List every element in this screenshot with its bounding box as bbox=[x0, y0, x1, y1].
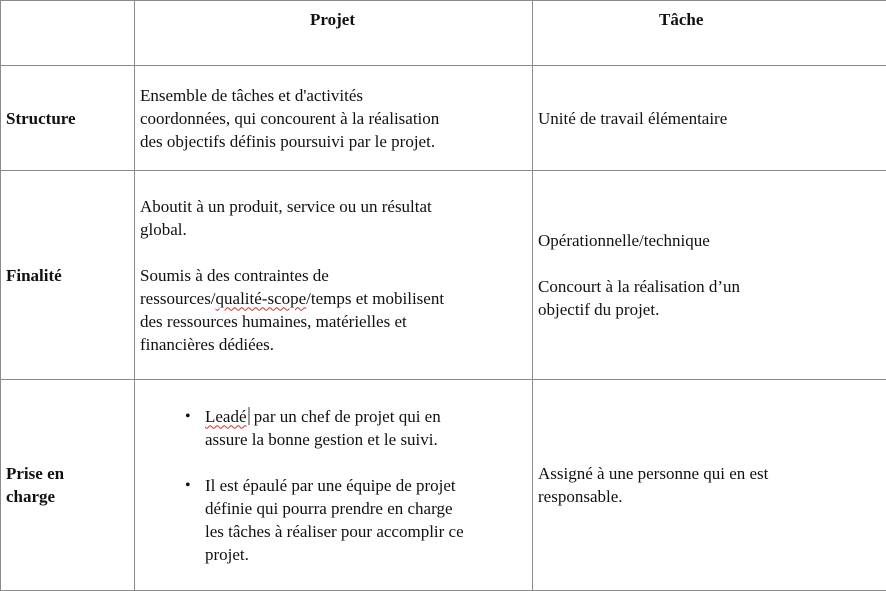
spellcheck-flagged-word[interactable]: Leadé bbox=[205, 407, 247, 426]
structure-projet-line: coordonnées, qui concourent à la réalisation bbox=[140, 107, 532, 130]
prise-tache-line: Assigné à une personne qui en est bbox=[538, 462, 886, 485]
finalite-projet-line: Aboutit à un produit, service ou un résultat bbox=[140, 195, 532, 218]
finalite-tache-line: objectif du projet. bbox=[538, 298, 886, 321]
text-fragment: ressources/ bbox=[140, 289, 216, 308]
finalite-projet-line: Soumis à des contraintes de bbox=[140, 264, 532, 287]
text-fragment: /temps et mobilisent bbox=[306, 289, 444, 308]
row-label-line: charge bbox=[6, 485, 134, 508]
prise-tache-cell bbox=[533, 380, 886, 591]
row-prise-en-charge bbox=[1, 380, 886, 591]
header-empty-cell bbox=[1, 1, 135, 66]
paragraph-gap bbox=[538, 252, 886, 275]
finalite-projet-line: financières dédiées. bbox=[140, 333, 532, 356]
structure-projet-cell bbox=[135, 66, 533, 171]
row-label-finalite: Finalité bbox=[1, 171, 135, 380]
finalite-tache-line: Opérationnelle/technique bbox=[538, 229, 886, 252]
row-label-structure: Structure bbox=[1, 66, 135, 171]
bullet-line: Il est épaulé par une équipe de projet bbox=[205, 474, 532, 497]
row-finalite bbox=[1, 171, 886, 380]
finalite-tache-cell bbox=[533, 171, 886, 380]
list-item bbox=[205, 474, 532, 566]
paragraph-gap bbox=[205, 451, 532, 474]
bullet-line: assure la bonne gestion et le suivi. bbox=[205, 428, 532, 451]
paragraph-gap bbox=[140, 241, 532, 264]
list-item bbox=[205, 405, 532, 451]
text-fragment: par un chef de projet qui en bbox=[250, 407, 441, 426]
finalite-projet-line: global. bbox=[140, 218, 532, 241]
row-label-line: Prise en bbox=[6, 462, 134, 485]
row-label-prise-en-charge bbox=[1, 380, 135, 591]
bullet-list bbox=[140, 405, 532, 566]
spellcheck-flagged-word[interactable]: qualité-scope bbox=[216, 289, 307, 308]
bullet-line: projet. bbox=[205, 543, 532, 566]
bullet-line bbox=[205, 405, 532, 428]
row-structure bbox=[1, 66, 886, 171]
bullet-line: les tâches à réaliser pour accomplir ce bbox=[205, 520, 532, 543]
finalite-projet-line bbox=[140, 287, 532, 310]
bullet-line: définie qui pourra prendre en charge bbox=[205, 497, 532, 520]
header-projet: Projet bbox=[135, 1, 533, 66]
bullet-icon: • bbox=[185, 474, 191, 497]
prise-tache-line: responsable. bbox=[538, 485, 886, 508]
finalite-tache-line: Concourt à la réalisation d’un bbox=[538, 275, 886, 298]
bullet-icon: • bbox=[185, 405, 191, 428]
finalite-projet-cell bbox=[135, 171, 533, 380]
structure-projet-line: Ensemble de tâches et d'activités bbox=[140, 84, 532, 107]
structure-tache-cell: Unité de travail élémentaire bbox=[533, 66, 886, 171]
header-tache: Tâche bbox=[533, 1, 886, 66]
structure-projet-line: des objectifs définis poursuivi par le projet. bbox=[140, 130, 532, 153]
prise-projet-cell bbox=[135, 380, 533, 591]
finalite-projet-line: des ressources humaines, matérielles et bbox=[140, 310, 532, 333]
header-row bbox=[1, 1, 886, 66]
